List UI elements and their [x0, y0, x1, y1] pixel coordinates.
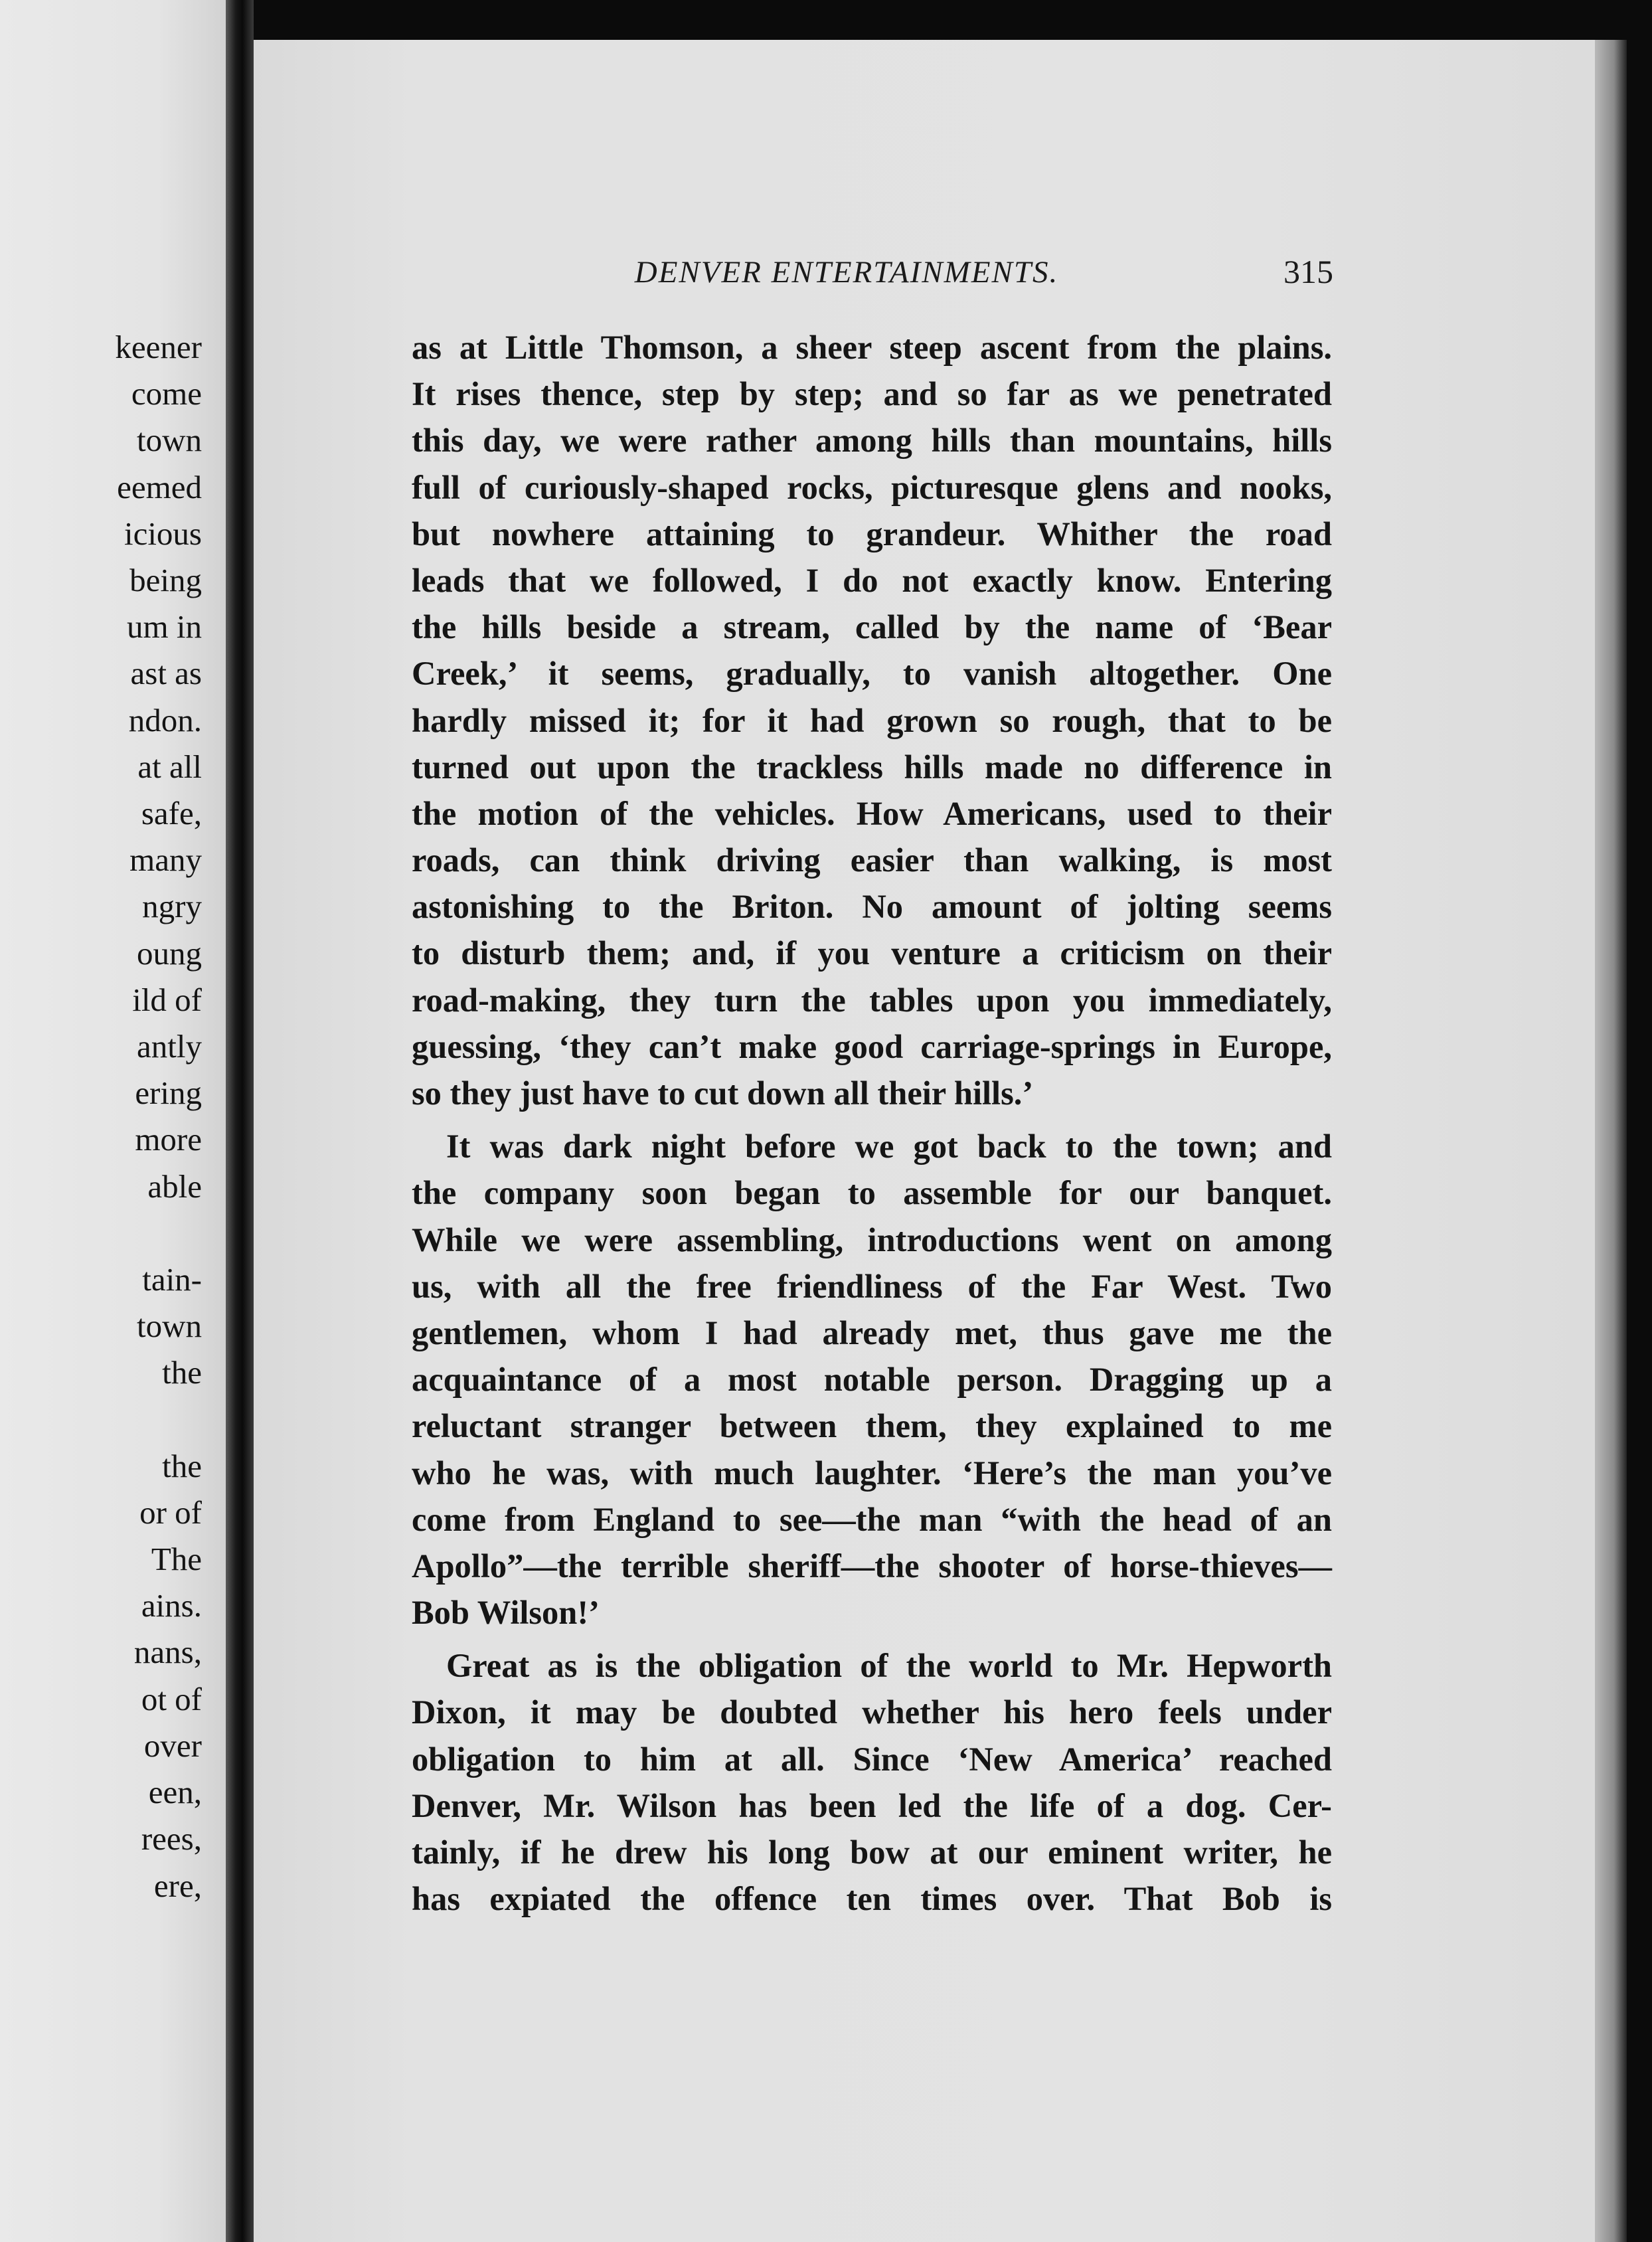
left-page-line: ngry: [142, 888, 202, 925]
text-line: hardly missed it; for it had grown so rough, that to be: [412, 701, 1332, 739]
text-line: come from England to see—the man “with the head of an: [412, 1500, 1332, 1538]
left-page-line: at all: [137, 748, 202, 785]
left-page-line: come: [131, 375, 202, 412]
left-page-line: being: [129, 562, 202, 599]
text-line: the company soon began to assemble for our banquet.: [412, 1174, 1332, 1212]
text-line: Creek,’ it seems, gradually, to vanish altogether. One: [412, 655, 1332, 693]
text-line: It rises thence, step by step; and so far as we penetrated: [412, 375, 1332, 413]
text-line: Great as is the obligation of the world to Mr. Hepworth: [446, 1647, 1332, 1685]
left-page-line: the: [162, 1447, 202, 1484]
text-line: acquaintance of a most notable person. Dragging up a: [412, 1361, 1332, 1399]
left-page-line: nans,: [133, 1634, 202, 1671]
left-page-line: oung: [137, 934, 202, 972]
left-page-line: the: [162, 1354, 202, 1391]
text-line: While we were assembling, introductions went on among: [412, 1221, 1332, 1258]
text-line: the motion of the vehicles. How Americans, used to their: [412, 794, 1332, 832]
text-line: Dixon, it may be doubted whether his hero feels under: [412, 1693, 1332, 1731]
left-page-line: ot of: [141, 1680, 202, 1717]
left-page-line: ast as: [130, 655, 202, 692]
left-page-line: um in: [127, 608, 202, 646]
text-line: Apollo”—the terrible sheriff—the shooter of horse-thieves—: [412, 1547, 1332, 1585]
left-page-line: tain-: [142, 1260, 202, 1298]
text-line: It was dark night before we got back to the town; and: [446, 1128, 1332, 1165]
text-line: guessing, ‘they can’t make good carriage-springs in Europe,: [412, 1027, 1332, 1065]
page-edge: [1595, 40, 1627, 2242]
paragraph: [412, 1123, 1332, 1636]
left-page-line: safe,: [141, 795, 202, 832]
text-line: full of curiously-shaped rocks, picturesque glens and nooks,: [412, 468, 1332, 506]
left-page-line: The: [151, 1541, 202, 1578]
left-page-text: [115, 324, 202, 1909]
text-line: roads, can think driving easier than walking, is most: [412, 841, 1332, 879]
text-line: leads that we followed, I do not exactly know. Entering: [412, 561, 1332, 599]
text-line: reluctant stranger between them, they explained to me: [412, 1407, 1332, 1445]
left-page-line: icious: [124, 515, 202, 552]
text-line: obligation to him at all. Since ‘New America’ reached: [412, 1740, 1332, 1778]
left-page-line: rees,: [141, 1820, 202, 1857]
text-line: us, with all the free friendliness of the Far West. Two: [412, 1267, 1332, 1305]
left-page-line: ndon.: [128, 701, 202, 738]
left-page-line: antly: [137, 1028, 202, 1065]
left-page-line: ering: [135, 1075, 202, 1112]
left-page-line: ere,: [153, 1867, 202, 1904]
paragraph-gap: [412, 1636, 1332, 1642]
text-line: as at Little Thomson, a sheer steep ascent from the plains.: [412, 329, 1332, 366]
left-page-line: ild of: [132, 981, 202, 1018]
text-line: but nowhere attaining to grandeur. Whither the road: [412, 515, 1332, 553]
left-page-line: or of: [139, 1494, 202, 1531]
text-line: so they just have to cut down all their hills.’: [412, 1075, 1034, 1112]
text-line: Bob Wilson!’: [412, 1594, 600, 1632]
left-page-line: able: [147, 1167, 202, 1205]
text-line: this day, we were rather among hills than mountains, hills: [412, 422, 1332, 460]
body-text: [412, 324, 1332, 1922]
paragraph: [412, 1642, 1332, 1922]
paragraph-gap: [412, 1116, 1332, 1123]
left-page-line: more: [135, 1121, 202, 1158]
text-line: turned out upon the trackless hills made no difference in: [412, 748, 1332, 786]
left-page-line: keener: [115, 329, 202, 365]
text-line: the hills beside a stream, called by the name of ‘Bear: [412, 608, 1332, 646]
page-number: 315: [1283, 253, 1333, 290]
left-page-line: ains.: [141, 1587, 202, 1624]
paragraph: [412, 324, 1332, 1116]
running-head: DENVER ENTERTAINMENTS.: [634, 255, 1059, 290]
text-line: road-making, they turn the tables upon you immediately,: [412, 981, 1332, 1019]
text-line: astonishing to the Briton. No amount of jolting seems: [412, 888, 1332, 926]
text-line: who he was, with much laughter. ‘Here’s the man you’ve: [412, 1454, 1332, 1492]
left-facing-page: [0, 0, 226, 2242]
text-line: gentlemen, whom I had already met, thus gave me the: [412, 1314, 1332, 1351]
text-line: to disturb them; and, if you venture a criticism on their: [412, 934, 1332, 972]
left-page-line: town: [137, 1308, 202, 1345]
text-line: Denver, Mr. Wilson has been led the life of a dog. Cer-: [412, 1786, 1332, 1824]
left-page-line: town: [137, 422, 202, 459]
left-page-line: een,: [148, 1774, 202, 1811]
text-line: has expiated the offence ten times over. That Bob is: [412, 1880, 1332, 1918]
book-gutter: [226, 0, 254, 2242]
left-page-line: eemed: [117, 468, 202, 505]
text-line: tainly, if he drew his long bow at our eminent writer, he: [412, 1834, 1332, 1871]
left-page-line: over: [143, 1727, 202, 1764]
left-page-line: [115, 1396, 202, 1442]
left-page-line: many: [129, 841, 202, 879]
